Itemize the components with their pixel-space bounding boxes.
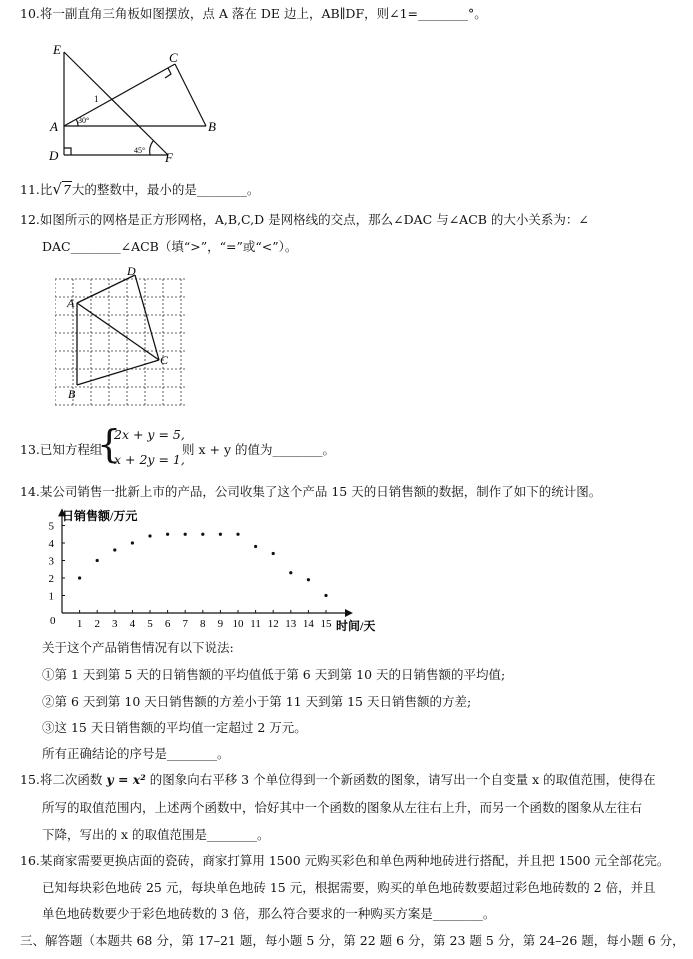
angle-45-label: 45° (134, 146, 146, 155)
x-tick-label: 9 (217, 618, 224, 630)
label-C: C (169, 50, 178, 65)
data-point (201, 533, 204, 536)
q11-prefix: 11.比 (20, 182, 53, 197)
y-axis-label: 日销售额/万元 (62, 509, 138, 523)
x-tick-label: 12 (267, 618, 279, 630)
grid-label-B: B (68, 387, 76, 401)
q11-suffix: 大的整数中，最小的是________。 (71, 182, 260, 197)
q15-line1-a: 15.将二次函数 (20, 772, 107, 787)
data-point (307, 578, 310, 581)
q13-eq1: 2x + y = 5, (114, 427, 185, 442)
x-tick-label: 6 (164, 618, 171, 630)
label-D: D (49, 148, 59, 163)
q15-line1-b: 的图象向右平移 3 个单位得到一个新函数的图象，请写出一个自变量 x 的取值范围，使得在 (145, 772, 656, 787)
q14-ask: 所有正确结论的序号是________。 (42, 746, 230, 761)
data-point (148, 534, 151, 537)
angle-1-label: 1 (94, 94, 99, 104)
q16-line3: 单色地砖数要少于彩色地砖数的 3 倍，那么符合要求的一种购买方案是________。 (42, 906, 496, 921)
q11-radicand: 7 (62, 182, 71, 197)
y-tick-label: 4 (48, 538, 54, 550)
y-tick-label: 2 (48, 573, 54, 585)
q13-suffix: 则 x + y 的值为________。 (182, 442, 335, 457)
equation-brace: { (97, 422, 122, 466)
q13-eq2: x + 2y = 1, (114, 452, 185, 467)
q14-statement-1: ①第 1 天到第 5 天的日销售额的平均值低于第 6 天到第 10 天的日销售额的平均值; (42, 667, 506, 682)
data-point (113, 548, 116, 551)
x-tick-label: 1 (76, 618, 83, 630)
x-axis-label: 时间/天 (336, 619, 376, 633)
q13-prefix: 13.已知方程组 (20, 442, 103, 457)
data-point (236, 533, 239, 536)
q11-text (20, 181, 259, 198)
data-point (219, 533, 222, 536)
x-tick-label: 11 (250, 618, 261, 630)
label-A: A (50, 119, 58, 134)
x-tick-label: 3 (112, 618, 118, 630)
q10-text: 10.将一副直角三角板如图摆放，点 A 落在 DE 边上，AB∥DF，则∠1=________°。 (20, 6, 487, 21)
data-point (96, 559, 99, 562)
section-3-heading: 三、解答题（本题共 68 分，第 17–21 题，每小题 5 分，第 22 题 6 分，第 23 题 5 分，第 24–26 题，每小题 6 分， (20, 933, 685, 948)
x-tick-label: 4 (129, 618, 136, 630)
q14-statement-3: ③这 15 天日销售额的平均值一定超过 2 万元。 (42, 720, 307, 735)
x-tick-label: 8 (200, 618, 206, 630)
angle-30-label: 30° (78, 116, 90, 125)
q15-line3: 下降，写出的 x 的取值范围是________。 (42, 827, 270, 842)
data-point (324, 594, 327, 597)
q15-function: y = x² (106, 772, 146, 787)
data-point (78, 576, 81, 579)
q12-line1: 12.如图所示的网格是正方形网格，A,B,C,D 是网格线的交点，那么∠DAC 与∠ACB 的大小关系为：∠ (20, 212, 589, 227)
q14-intro: 关于这个产品销售情况有以下说法: (42, 640, 234, 655)
y-tick-label: 1 (48, 590, 54, 603)
grid-label-A: A (67, 296, 75, 310)
x-tick-label: 13 (285, 618, 297, 630)
y-tick-label: 3 (48, 555, 54, 568)
y-tick-label: 5 (48, 520, 54, 533)
data-point (131, 541, 134, 544)
x-tick-label: 2 (94, 618, 100, 630)
q16-line1: 16.某商家需要更换店面的瓷砖，商家打算用 1500 元购买彩色和单色两种地砖进行搭配，并且把 1500 元全部花完。 (20, 853, 670, 868)
grid-label-C: C (160, 353, 169, 367)
sqrt-symbol: √ (52, 180, 62, 198)
x-tick-label: 5 (147, 618, 153, 630)
data-point (289, 571, 292, 574)
x-tick-label: 15 (320, 618, 332, 630)
data-point (272, 552, 275, 555)
q14-text: 14.某公司销售一批新上市的产品，公司收集了这个产品 15 天的日销售额的数据，制作了如下的统计图。 (20, 484, 602, 499)
origin-label: 0 (50, 615, 56, 627)
q12-line2: DAC________∠ACB（填“>”，“=”或“<”）。 (42, 239, 298, 254)
grid-label-D: D (127, 265, 136, 278)
data-point (166, 533, 169, 536)
x-tick-label: 10 (232, 618, 244, 630)
label-B: B (208, 119, 216, 134)
q16-line2: 已知每块彩色地砖 25 元，每块单色地砖 15 元，根据需要，购买的单色地砖数要超过彩色地砖数的 2 倍，并且 (42, 880, 656, 895)
label-F: F (165, 150, 173, 165)
data-point (184, 533, 187, 536)
x-tick-label: 7 (182, 618, 188, 630)
x-tick-label: 14 (302, 618, 314, 630)
label-E: E (53, 42, 61, 57)
data-point (254, 545, 257, 548)
sales-scatter-chart (40, 508, 385, 636)
q14-statement-2: ②第 6 天到第 10 天日销售额的方差小于第 11 天到第 15 天日销售额的方差; (42, 694, 472, 709)
x-axis-arrow (346, 610, 352, 616)
q15-line1 (20, 772, 656, 788)
q10-figure (40, 40, 230, 165)
q15-line2: 所写的取值范围内，上述两个函数中，恰好其中一个函数的图象从左往右上升，而另一个函数的图象从左往右 (42, 800, 643, 815)
q12-grid-figure (55, 265, 195, 413)
